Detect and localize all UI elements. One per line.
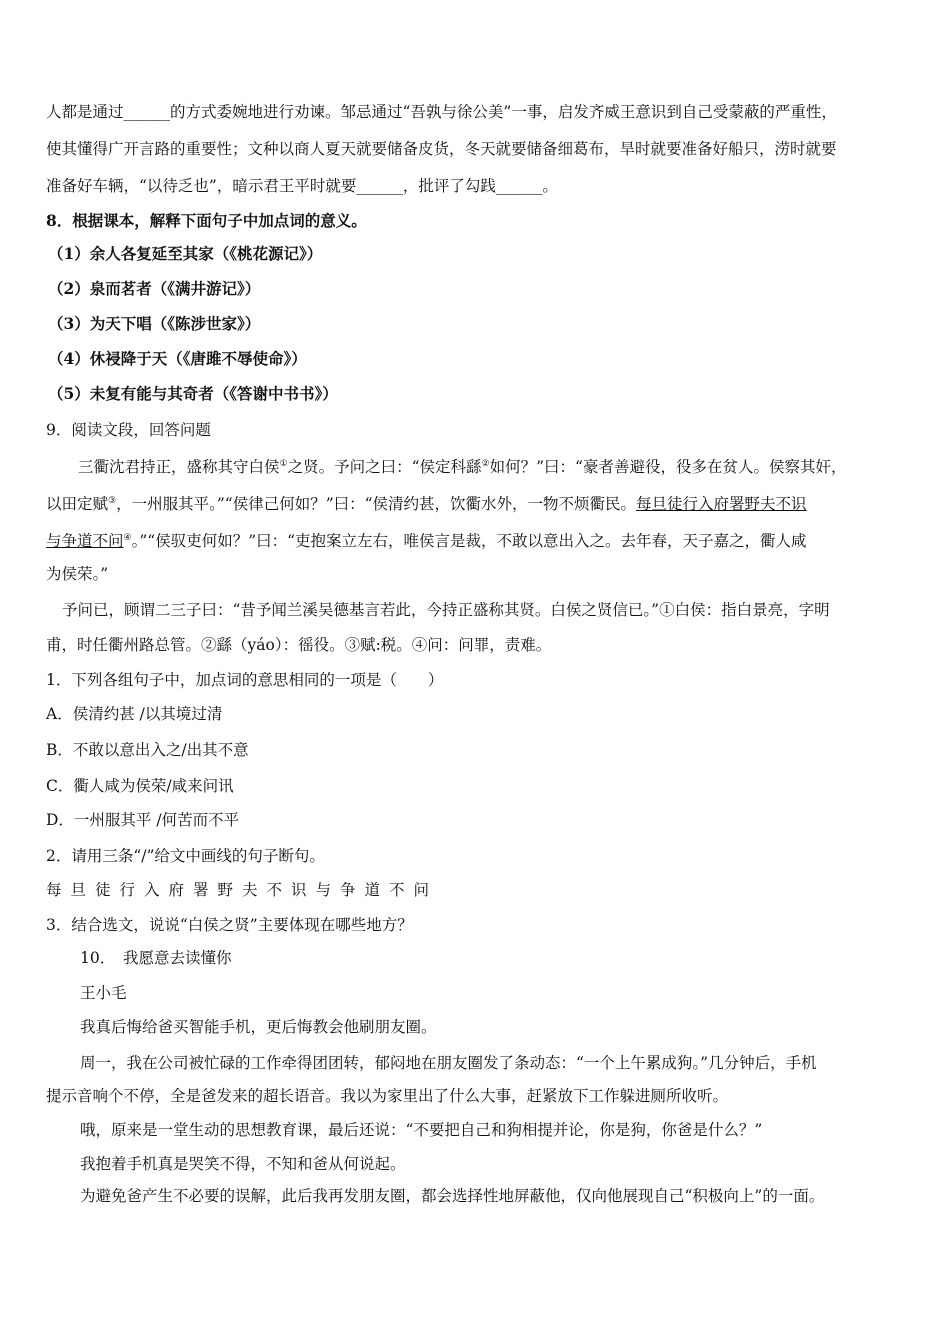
sub-question-3: 3．结合选文，说说“白侯之贤”主要体现在哪些地方？ <box>46 916 413 934</box>
option-a: A．侯清约甚 /以其境过清 <box>46 705 223 723</box>
sub-question-2: 2．请用三条“/”给文中画线的句子断句。 <box>46 847 325 865</box>
footnote-line: 甫，时任衢州路总管。②繇（yáo）：徭役。③赋:税。④问：问罪，责难。 <box>46 636 552 654</box>
passage-line: 予问已，顾谓二三子曰：“昔予闻兰溪吴德基言若此，今持正盛称其贤。白侯之贤信已。”①白侯：指白景亮，字明 <box>62 601 830 619</box>
paragraph: 我真后悔给爸买智能手机，更后悔教会他刷朋友圈。 <box>80 1018 437 1036</box>
option-b: B．不敢以意出入之/出其不意 <box>46 741 249 759</box>
option-d: D．一州服其平 /何苦而不平 <box>46 811 240 829</box>
passage-line: 为侯荣。” <box>46 565 109 583</box>
question-9-title: 9．阅读文段，回答问题 <box>46 421 211 439</box>
paragraph: 我抱着手机真是哭笑不得，不知和爸从何说起。 <box>80 1155 406 1173</box>
question-8-title: 8．根据课本，解释下面句子中加点词的意义。 <box>46 211 367 230</box>
text-line: 使其懂得广开言路的重要性；文种以商人夏天就要储备皮货，冬天就要储备细葛布，旱时就要准备好船只，涝时就要 <box>46 140 837 158</box>
option-c: C．衢人咸为侯荣/咸来问讯 <box>46 777 234 795</box>
passage-line: 三衢沈君持正，盛称其守白侯①之贤。予问之曰：“侯定科繇②如何？”曰：“豪者善避役，役多在贫人。侯察其奸， <box>78 458 847 477</box>
paragraph: 哦，原来是一堂生动的思想教育课，最后还说：“不要把自己和狗相提并论，你是狗，你爸是什么？” <box>80 1121 763 1139</box>
paragraph: 周一，我在公司被忙碌的工作牵得团团转，郁闷地在朋友圈发了条动态：“一个上午累成狗。”几分钟后，手机 <box>80 1054 817 1072</box>
q8-item: （1）余人各复延至其家（《桃花源记》） <box>48 244 323 263</box>
q8-item: （5）未复有能与其奇者（《答谢中书书》） <box>48 384 338 403</box>
text-line: 准备好车辆，“以待乏也”，暗示君王平时就要______，批评了勾践______。 <box>46 177 558 195</box>
sub-question-1: 1．下列各组句子中，加点词的意思相同的一项是（ ） <box>46 671 444 689</box>
question-10-title: 10． 我愿意去读懂你 <box>80 949 232 967</box>
q8-item: （3）为天下唱（《陈涉世家》） <box>48 314 261 333</box>
sentence-to-punctuate: 每旦徒行入府署野夫不识与争道不问 <box>46 881 439 899</box>
paragraph: 为避免爸产生不必要的误解，此后我再发朋友圈，都会选择性地屏蔽他，仅向他展现自己“积极向上”的一面。 <box>80 1187 825 1205</box>
q8-item: （2）泉而茗者（《满井游记》） <box>48 279 261 298</box>
text-line: 人都是通过______的方式委婉地进行劝谏。邹忌通过“吾孰与徐公美”一事，启发齐威王意识到自己受蒙蔽的严重性， <box>46 103 837 121</box>
q8-item: （4）休祲降于天（《唐雎不辱使命》） <box>48 349 307 368</box>
passage-line: 以田定赋③，一州服其平。”“侯律己何如？”曰：“侯清约甚，饮衢水外，一物不烦衢民。每旦徒行入府署野夫不识 <box>46 495 807 514</box>
passage-line: 与争道不问④。”“侯驭吏何如？”曰：“吏抱案立左右，唯侯言是裁，不敢以意出入之。去年春，天子嘉之，衢人咸 <box>46 532 807 551</box>
author: 王小毛 <box>80 984 127 1002</box>
paragraph: 提示音响个不停，全是爸发来的超长语音。我以为家里出了什么大事，赶紧放下工作躲进厕所收听。 <box>46 1087 729 1105</box>
